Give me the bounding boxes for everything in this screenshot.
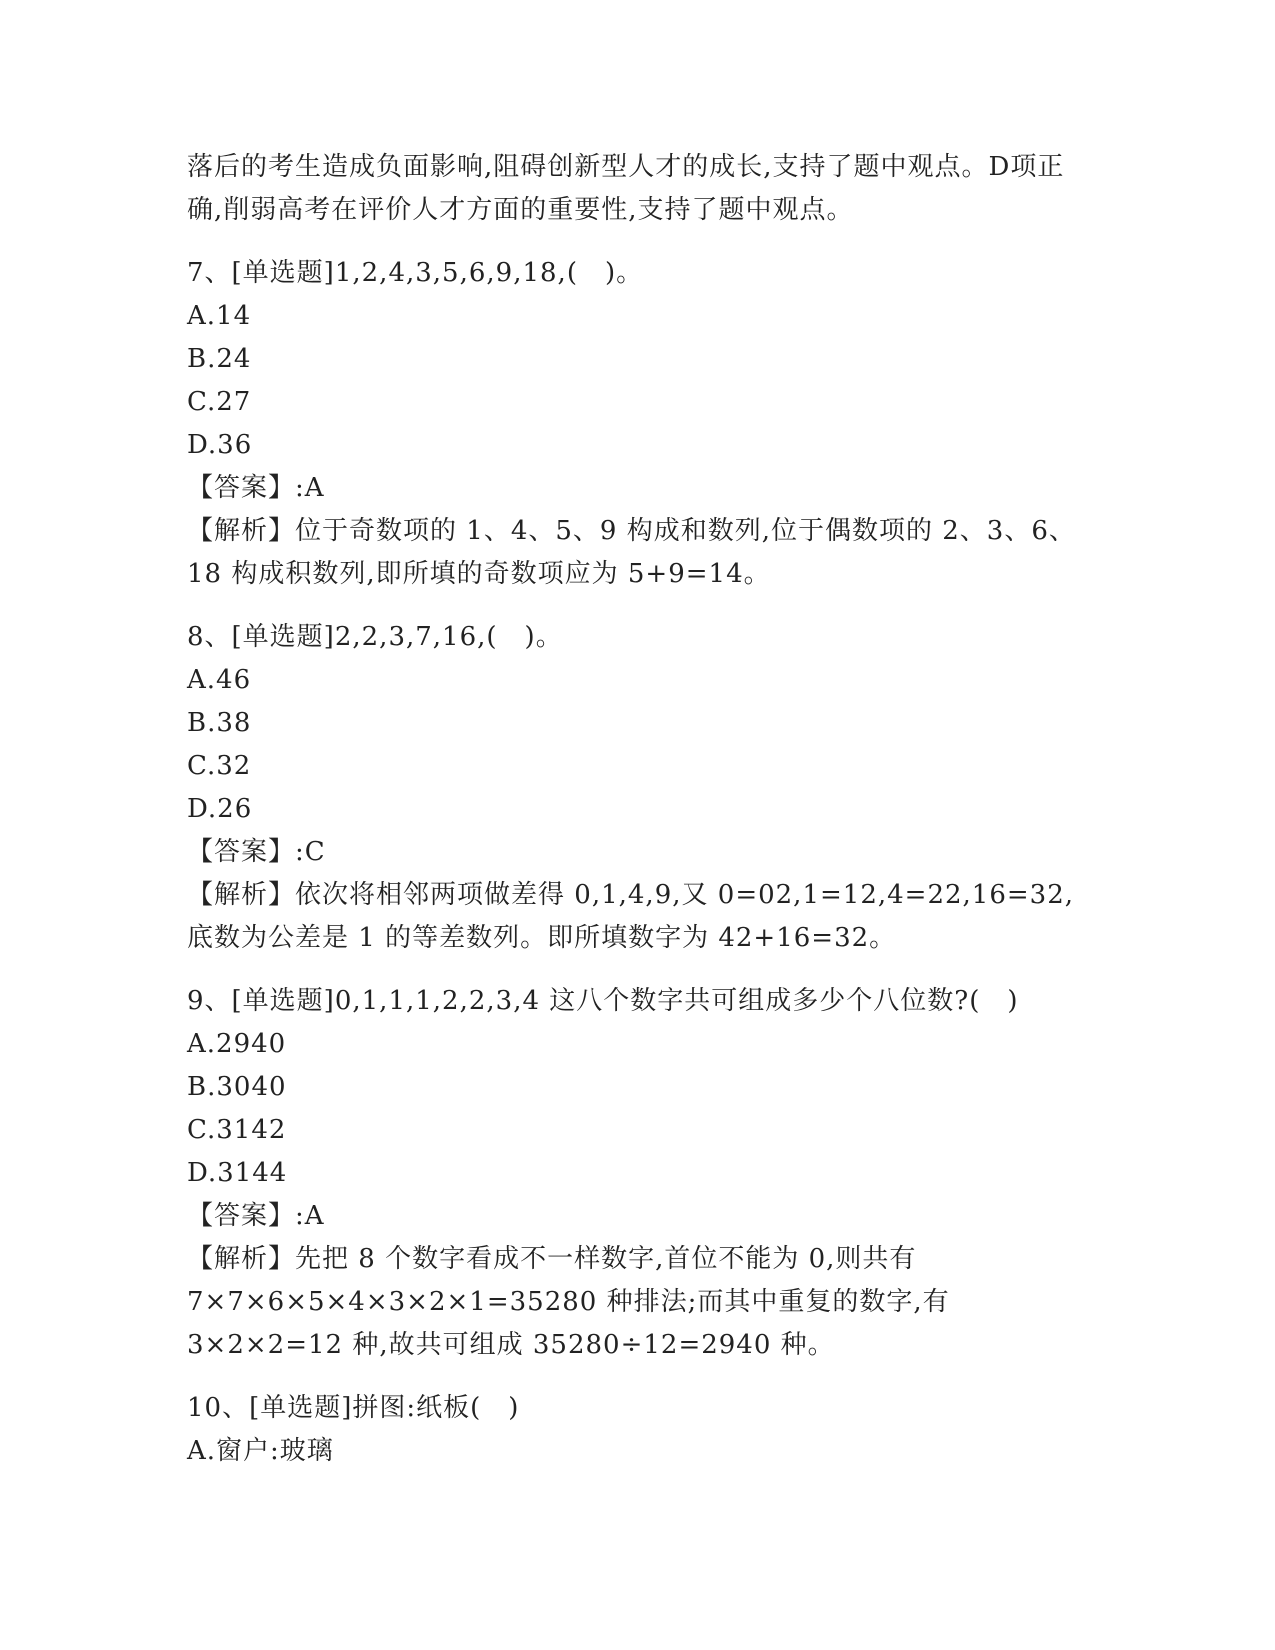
- question-9: [187, 980, 1087, 1367]
- answer-line: [187, 1195, 1087, 1238]
- question-10: [187, 1387, 1087, 1473]
- answer-label: 【答案】:: [187, 837, 305, 867]
- analysis-text: 先把 8 个数字看成不一样数字,首位不能为 0,则共有 7×7×6×5×4×3×2×1=35280 种排法;而其中重复的数字,有 3×2×2=12 种,故共可组成 35280÷12=2940 种。: [187, 1244, 950, 1360]
- question-title: 9、[单选题]0,1,1,1,2,2,3,4 这八个数字共可组成多少个八位数?( ): [187, 986, 1019, 1016]
- analysis-label: 【解析】: [187, 880, 296, 910]
- option-b: B.38: [187, 708, 252, 738]
- answer-value: A: [304, 1201, 325, 1231]
- analysis-paragraph: [187, 874, 1087, 960]
- option-a: A.2940: [187, 1029, 287, 1059]
- option-a: A.14: [187, 301, 252, 331]
- question-title: 10、[单选题]拼图:纸板( ): [187, 1393, 520, 1423]
- option-c: C.3142: [187, 1115, 287, 1145]
- answer-label: 【答案】:: [187, 473, 305, 503]
- option-a: A.窗户:玻璃: [187, 1436, 334, 1466]
- option-b: B.3040: [187, 1072, 287, 1102]
- analysis-label: 【解析】: [187, 1244, 296, 1274]
- analysis-text: 位于奇数项的 1、4、5、9 构成和数列,位于偶数项的 2、3、6、18 构成积数列,即所填的奇数项应为 5+9=14。: [187, 516, 1076, 589]
- answer-label: 【答案】:: [187, 1201, 305, 1231]
- answer-value: C: [304, 837, 326, 867]
- question-8: [187, 616, 1087, 960]
- option-c: C.32: [187, 751, 252, 781]
- question-7: [187, 252, 1087, 596]
- intro-paragraph: 落后的考生造成负面影响,阻碍创新型人才的成长,支持了题中观点。D项正确,削弱高考在评价人才方面的重要性,支持了题中观点。: [187, 152, 1065, 225]
- document-content: [187, 146, 1087, 1473]
- analysis-paragraph: [187, 510, 1087, 596]
- analysis-label: 【解析】: [187, 516, 296, 546]
- option-d: D.3144: [187, 1158, 288, 1188]
- answer-value: A: [304, 473, 325, 503]
- analysis-text: 依次将相邻两项做差得 0,1,4,9,又 0=02,1=12,4=22,16=32,底数为公差是 1 的等差数列。即所填数字为 42+16=32。: [187, 880, 1075, 953]
- question-title: 8、[单选题]2,2,3,7,16,( )。: [187, 622, 563, 652]
- option-a: A.46: [187, 665, 252, 695]
- option-d: D.26: [187, 794, 253, 824]
- option-c: C.27: [187, 387, 252, 417]
- answer-line: [187, 467, 1087, 510]
- option-d: D.36: [187, 430, 253, 460]
- answer-line: [187, 831, 1087, 874]
- analysis-paragraph: [187, 1238, 1087, 1367]
- question-title: 7、[单选题]1,2,4,3,5,6,9,18,( )。: [187, 258, 644, 288]
- option-b: B.24: [187, 344, 252, 374]
